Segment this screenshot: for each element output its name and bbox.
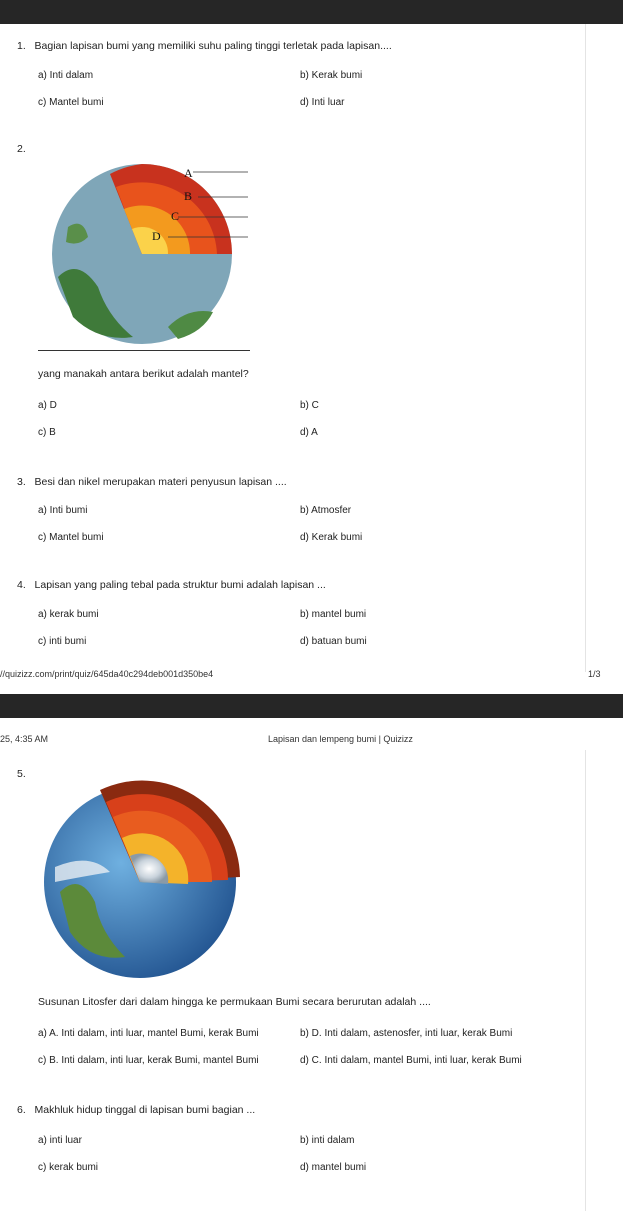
page-footer-url: //quizizz.com/print/quiz/645da40c294deb001d350be4: [0, 669, 214, 679]
question-number: 3.: [17, 476, 26, 488]
q6-option-d[interactable]: d) mantel bumi: [300, 1162, 367, 1173]
q6-option-a[interactable]: a) inti luar: [38, 1135, 82, 1146]
q4-option-c[interactable]: c) inti bumi: [38, 636, 87, 647]
diagram-label-d: D: [152, 229, 161, 243]
q6-option-b[interactable]: b) inti dalam: [300, 1135, 355, 1146]
question-2-number: 2.: [17, 143, 26, 155]
page2-margin-line: [585, 750, 586, 1211]
question-text: Besi dan nikel merupakan materi penyusun lapisan ....: [34, 476, 287, 488]
question-text: Makhluk hidup tinggal di lapisan bumi bagian ...: [34, 1104, 256, 1116]
q2-option-a[interactable]: a) D: [38, 400, 57, 411]
diagram-label-b: B: [184, 189, 193, 203]
question-2-text: yang manakah antara berikut adalah mantel?: [38, 368, 249, 380]
question-number: 4.: [17, 579, 26, 591]
q2-option-b[interactable]: b) C: [300, 400, 319, 411]
page-separator-bar: [0, 694, 623, 718]
question-6: [17, 1104, 255, 1117]
question-text: Bagian lapisan bumi yang memiliki suhu paling tinggi terletak pada lapisan....: [34, 40, 392, 52]
diagram-label-c: C: [171, 209, 180, 223]
q1-option-b[interactable]: b) Kerak bumi: [300, 70, 363, 81]
q3-option-a[interactable]: a) Inti bumi: [38, 505, 88, 516]
q5-option-d[interactable]: d) C. Inti dalam, mantel Bumi, inti luar, kerak Bumi: [300, 1055, 522, 1066]
question-number: 6.: [17, 1104, 26, 1116]
diagram-rule: [38, 350, 250, 351]
q3-option-c[interactable]: c) Mantel bumi: [38, 532, 104, 543]
q1-option-a[interactable]: a) Inti dalam: [38, 70, 94, 81]
q4-option-b[interactable]: b) mantel bumi: [300, 609, 367, 620]
page-footer-number: 1/3: [588, 669, 601, 679]
question-4: [17, 579, 326, 592]
q1-option-d[interactable]: d) Inti luar: [300, 97, 345, 108]
question-text: Lapisan yang paling tebal pada struktur bumi adalah lapisan ...: [34, 579, 326, 591]
q6-option-c[interactable]: c) kerak bumi: [38, 1162, 99, 1173]
q5-option-c[interactable]: c) B. Inti dalam, inti luar, kerak Bumi, mantel Bumi: [38, 1055, 259, 1066]
q5-option-b[interactable]: b) D. Inti dalam, astenosfer, inti luar, kerak Bumi: [300, 1028, 513, 1039]
top-bar: [0, 0, 623, 24]
page1-margin-line: [585, 24, 586, 672]
q4-option-a[interactable]: a) kerak bumi: [38, 609, 99, 620]
q3-option-b[interactable]: b) Atmosfer: [300, 505, 352, 516]
earth-cutaway-image: [40, 772, 250, 982]
question-number: 1.: [17, 40, 26, 52]
page-header-title: Lapisan dan lempeng bumi | Quizizz: [268, 734, 413, 744]
q5-option-a[interactable]: a) A. Inti dalam, inti luar, mantel Bumi, kerak Bumi: [38, 1028, 259, 1039]
q3-option-d[interactable]: d) Kerak bumi: [300, 532, 363, 543]
question-5-text: Susunan Litosfer dari dalam hingga ke permukaan Bumi secara berurutan adalah ....: [38, 996, 431, 1008]
diagram-label-a: A: [184, 166, 193, 180]
q2-option-d[interactable]: d) A: [300, 427, 318, 438]
question-3: [17, 476, 287, 489]
question-5-number: 5.: [17, 768, 26, 780]
q1-option-c[interactable]: c) Mantel bumi: [38, 97, 104, 108]
q4-option-d[interactable]: d) batuan bumi: [300, 636, 367, 647]
page-header-time: 25, 4:35 AM: [0, 734, 49, 744]
earth-layers-diagram: [38, 137, 250, 347]
question-1: [17, 40, 392, 53]
q2-option-c[interactable]: c) B: [38, 427, 56, 438]
